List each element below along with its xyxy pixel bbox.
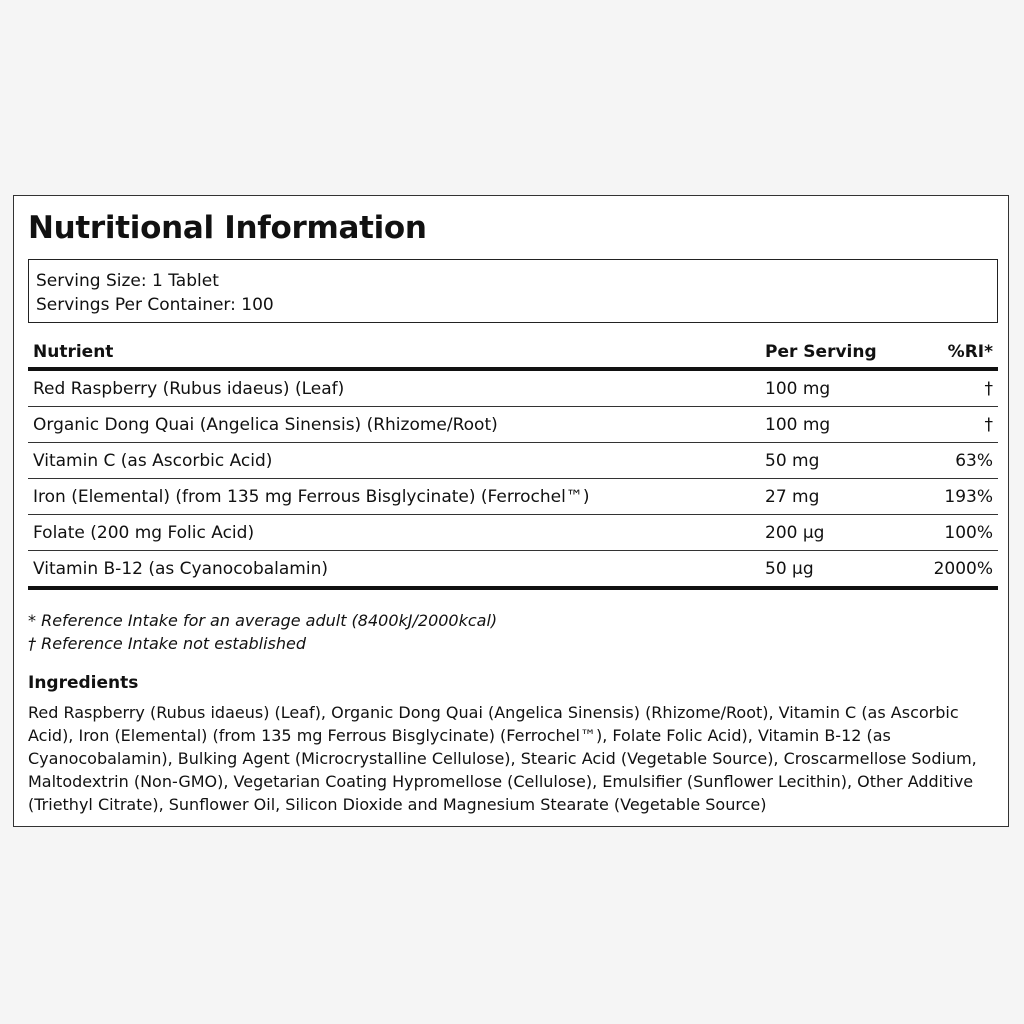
table-row	[28, 479, 998, 515]
nutrient-ri: 63%	[955, 450, 993, 471]
nutrient-name: Iron (Elemental) (from 135 mg Ferrous Bisglycinate) (Ferrochel™)	[33, 486, 590, 507]
servings-per-container: Servings Per Container: 100	[36, 295, 274, 315]
nutrition-panel	[13, 195, 1009, 827]
nutrient-amount: 50 mg	[765, 450, 820, 471]
panel-title: Nutritional Information	[28, 210, 427, 246]
nutrient-ri: †	[984, 414, 993, 435]
nutrient-amount: 100 mg	[765, 414, 831, 435]
footnotes	[28, 609, 497, 655]
nutrient-table	[28, 335, 998, 590]
header-ri: %RI*	[947, 342, 993, 362]
table-header	[28, 335, 998, 371]
nutrient-ri: 193%	[944, 486, 993, 507]
nutrient-name: Organic Dong Quai (Angelica Sinensis) (Rhizome/Root)	[33, 414, 498, 435]
header-nutrient: Nutrient	[33, 342, 114, 362]
nutrient-ri: 2000%	[933, 558, 993, 579]
ingredients-heading: Ingredients	[28, 673, 139, 693]
ingredients-text: Red Raspberry (Rubus idaeus) (Leaf), Organic Dong Quai (Angelica Sinensis) (Rhizome/Root), Vitamin C (as Ascorbic Acid), Iron (Elemental) (from 135 mg Ferrous Bisglycinate) (Ferrochel™), Folate Folic Acid), Vitamin B-12 (as Cyanocobalamin), Bulking Agent (Microcrystalline Cellulose), Stearic Acid (Vegetable Source), Croscarmellose Sodium, Maltodextrin (Non-GMO), Vegetarian Coating Hypromellose (Cellulose), Emulsifier (Sunflower Lecithin), Other Additive (Triethyl Citrate), Sunflower Oil, Silicon Dioxide and Magnesium Stearate (Vegetable Source)	[28, 703, 977, 814]
nutrient-name: Vitamin B-12 (as Cyanocobalamin)	[33, 558, 328, 579]
dagger-footnote: † Reference Intake not established	[28, 634, 307, 653]
table-row	[28, 371, 998, 407]
table-row	[28, 407, 998, 443]
ri-footnote: * Reference Intake for an average adult (8400kJ/2000kcal)	[28, 611, 498, 630]
nutrient-ri: †	[984, 378, 993, 399]
nutrient-amount: 27 mg	[765, 486, 820, 507]
header-per-serving: Per Serving	[765, 342, 877, 362]
nutrient-name: Vitamin C (as Ascorbic Acid)	[33, 450, 273, 471]
table-row	[28, 551, 998, 590]
nutrient-amount: 100 mg	[765, 378, 831, 399]
serving-info-box	[28, 259, 998, 323]
nutrient-amount: 200 µg	[765, 522, 825, 543]
serving-size: Serving Size: 1 Tablet	[36, 271, 219, 291]
nutrient-ri: 100%	[944, 522, 993, 543]
table-row	[28, 515, 998, 551]
table-row	[28, 443, 998, 479]
nutrient-amount: 50 µg	[765, 558, 814, 579]
nutrient-name: Red Raspberry (Rubus idaeus) (Leaf)	[33, 378, 345, 399]
nutrient-name: Folate (200 mg Folic Acid)	[33, 522, 255, 543]
